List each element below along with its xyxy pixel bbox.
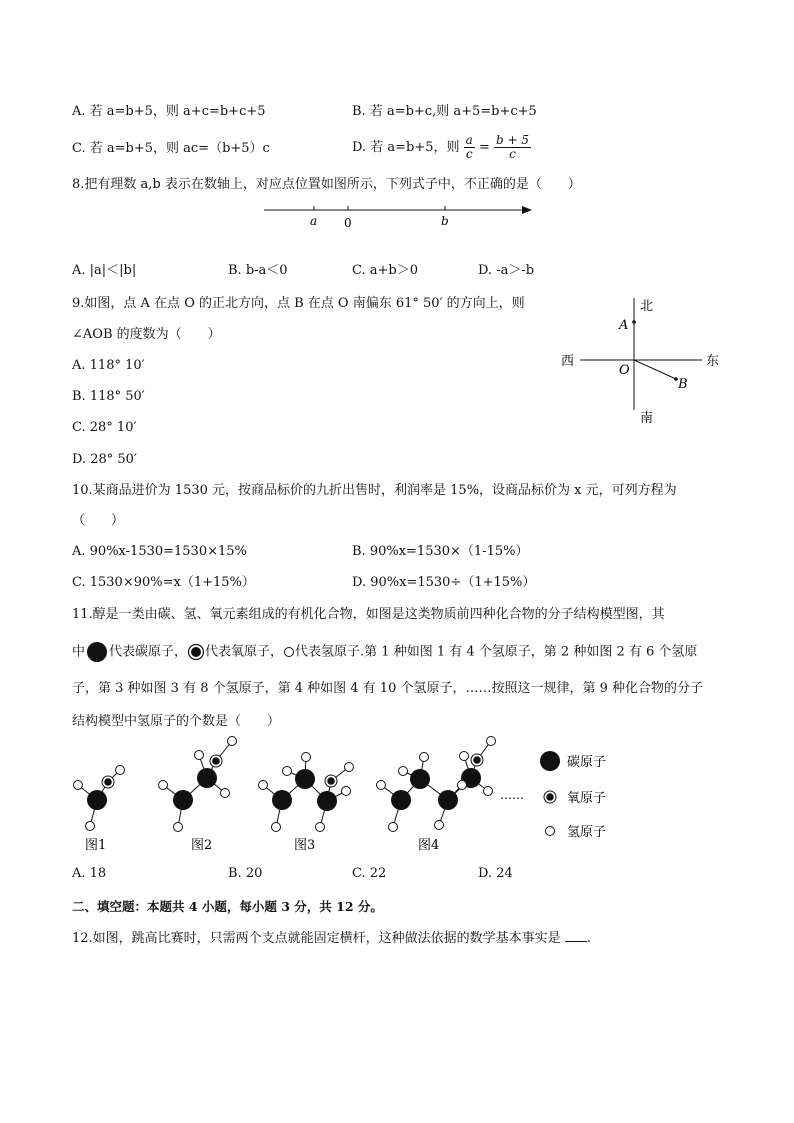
q7-option-a: A. 若 a=b+5，则 a+c=b+c+5 bbox=[72, 104, 266, 119]
label-zero: 0 bbox=[344, 216, 352, 230]
section-heading: 二、填空题：本题共 4 小题，每小题 3 分，共 12 分。 bbox=[72, 899, 383, 914]
q12-end: . bbox=[586, 931, 591, 946]
q8-option-c: C. a+b＞0 bbox=[352, 263, 418, 278]
fig-label-1: 图1 bbox=[85, 838, 107, 853]
label-west: 西 bbox=[561, 354, 575, 369]
label-east: 东 bbox=[706, 354, 720, 369]
q7-fraction-left bbox=[464, 134, 475, 161]
ray-ob bbox=[634, 360, 676, 379]
q11-line2 bbox=[72, 641, 697, 663]
q10-stem-line2: （ ） bbox=[72, 513, 125, 528]
q12-stem-line bbox=[72, 929, 591, 948]
label-o: O bbox=[619, 363, 630, 378]
q11-line2-d: 代表氢原子.第 1 种如图 1 有 4 个氢原子，第 2 种如图 2 有 6 个氢原 bbox=[295, 644, 698, 660]
ellipsis: …… bbox=[500, 788, 524, 802]
fig-label-2: 图2 bbox=[191, 838, 213, 853]
q11-line2-b: 代表碳原子， bbox=[109, 644, 188, 660]
q8-option-a: A. |a|＜|b| bbox=[72, 263, 137, 278]
label-b: b bbox=[441, 214, 449, 228]
q10-stem-line1: 10.某商品进价为 1530 元，按商品标价的九折出售时，利润率是 15%，设商品标价为 x 元，可列方程为 bbox=[72, 483, 677, 498]
molecule-figures bbox=[68, 735, 628, 860]
q9-option-c: C. 28° 10′ bbox=[72, 420, 137, 435]
legend-carbon-label: 碳原子 bbox=[567, 755, 607, 770]
legend-hydrogen-icon bbox=[546, 827, 555, 836]
q11-line2-c: 代表氧原子， bbox=[205, 644, 284, 660]
point-a bbox=[632, 320, 636, 324]
q8-option-b: B. b-a＜0 bbox=[228, 263, 288, 278]
q11-line1: 11.醇是一类由碳、氢、氧元素组成的有机化合物，如图是这类物质前四种化合物的分子结构模型图，其 bbox=[72, 607, 665, 622]
legend-carbon-icon bbox=[540, 751, 560, 771]
q11-option-d: D. 24 bbox=[478, 866, 513, 881]
q7-fraction-right bbox=[494, 134, 531, 161]
q7-option-d-prefix: D. 若 a=b+5，则 bbox=[352, 140, 460, 155]
q10-option-c: C. 1530×90%=x（1+15%） bbox=[72, 575, 255, 590]
q11-option-b: B. 20 bbox=[228, 866, 263, 881]
fraction-numerator: a bbox=[465, 133, 473, 147]
q8-option-d: D. -a＞-b bbox=[478, 263, 535, 278]
q7-option-d bbox=[352, 131, 531, 165]
q9-option-b: B. 118° 50′ bbox=[72, 389, 145, 404]
fig-label-3: 图3 bbox=[294, 838, 316, 853]
fraction-denominator: c bbox=[465, 147, 473, 161]
q7-equals: = bbox=[478, 140, 490, 155]
q11-option-a: A. 18 bbox=[72, 866, 107, 881]
q10-option-b: B. 90%x=1530×（1-15%） bbox=[352, 544, 529, 559]
fig-label-4: 图4 bbox=[418, 838, 440, 853]
label-north: 北 bbox=[640, 299, 654, 314]
q7-option-c: C. 若 a=b+5，则 ac=（b+5）c bbox=[72, 141, 270, 156]
q11-line2-a: 中 bbox=[72, 644, 86, 660]
q7-option-b: B. 若 a=b+c,则 a+5=b+c+5 bbox=[352, 104, 537, 119]
label-a: A bbox=[619, 318, 629, 333]
q12-stem: 12.如图，跳高比赛时，只需两个支点就能固定横杆，这种做法依据的数学基本事实是 bbox=[72, 931, 561, 946]
q9-option-a: A. 118° 10′ bbox=[72, 358, 145, 373]
arrow-head-icon bbox=[522, 206, 532, 214]
label-south: 南 bbox=[640, 411, 654, 426]
q11-line4: 结构模型中氢原子的个数是（ ） bbox=[72, 714, 281, 729]
q9-stem-line1: 9.如图，点 A 在点 O 的正北方向，点 B 在点 O 南偏东 61° 50′ 的方向上，则 bbox=[72, 296, 525, 311]
legend-hydrogen-label: 氢原子 bbox=[567, 825, 607, 840]
q8-stem: 8.把有理数 a,b 表示在数轴上，对应点位置如图所示，下列式子中，不正确的是（ ） bbox=[72, 177, 581, 192]
q9-stem-line2: ∠AOB 的度数为（ ） bbox=[72, 327, 221, 342]
number-line-figure bbox=[260, 200, 535, 234]
hydrogen-atom-icon bbox=[283, 646, 295, 658]
compass-figure bbox=[558, 292, 728, 430]
q10-option-d: D. 90%x=1530÷（1+15%） bbox=[352, 575, 536, 590]
label-a: a bbox=[310, 214, 318, 228]
q11-line3: 子，第 3 种如图 3 有 8 个氢原子，第 4 种如图 4 有 10 个氢原子，……按照这一规律，第 9 种化合物的分子 bbox=[72, 681, 704, 696]
label-b: B bbox=[678, 377, 688, 392]
oxygen-atom-icon bbox=[187, 643, 205, 661]
q11-option-c: C. 22 bbox=[352, 866, 387, 881]
fraction-denominator: c bbox=[509, 147, 516, 161]
q10-option-a: A. 90%x-1530=1530×15% bbox=[72, 544, 247, 559]
q12-answer-blank[interactable] bbox=[565, 929, 587, 942]
legend-oxygen-label: 氧原子 bbox=[567, 791, 607, 806]
q9-option-d: D. 28° 50′ bbox=[72, 452, 137, 467]
fraction-numerator: b + 5 bbox=[495, 133, 529, 147]
carbon-atom-icon bbox=[85, 641, 109, 663]
